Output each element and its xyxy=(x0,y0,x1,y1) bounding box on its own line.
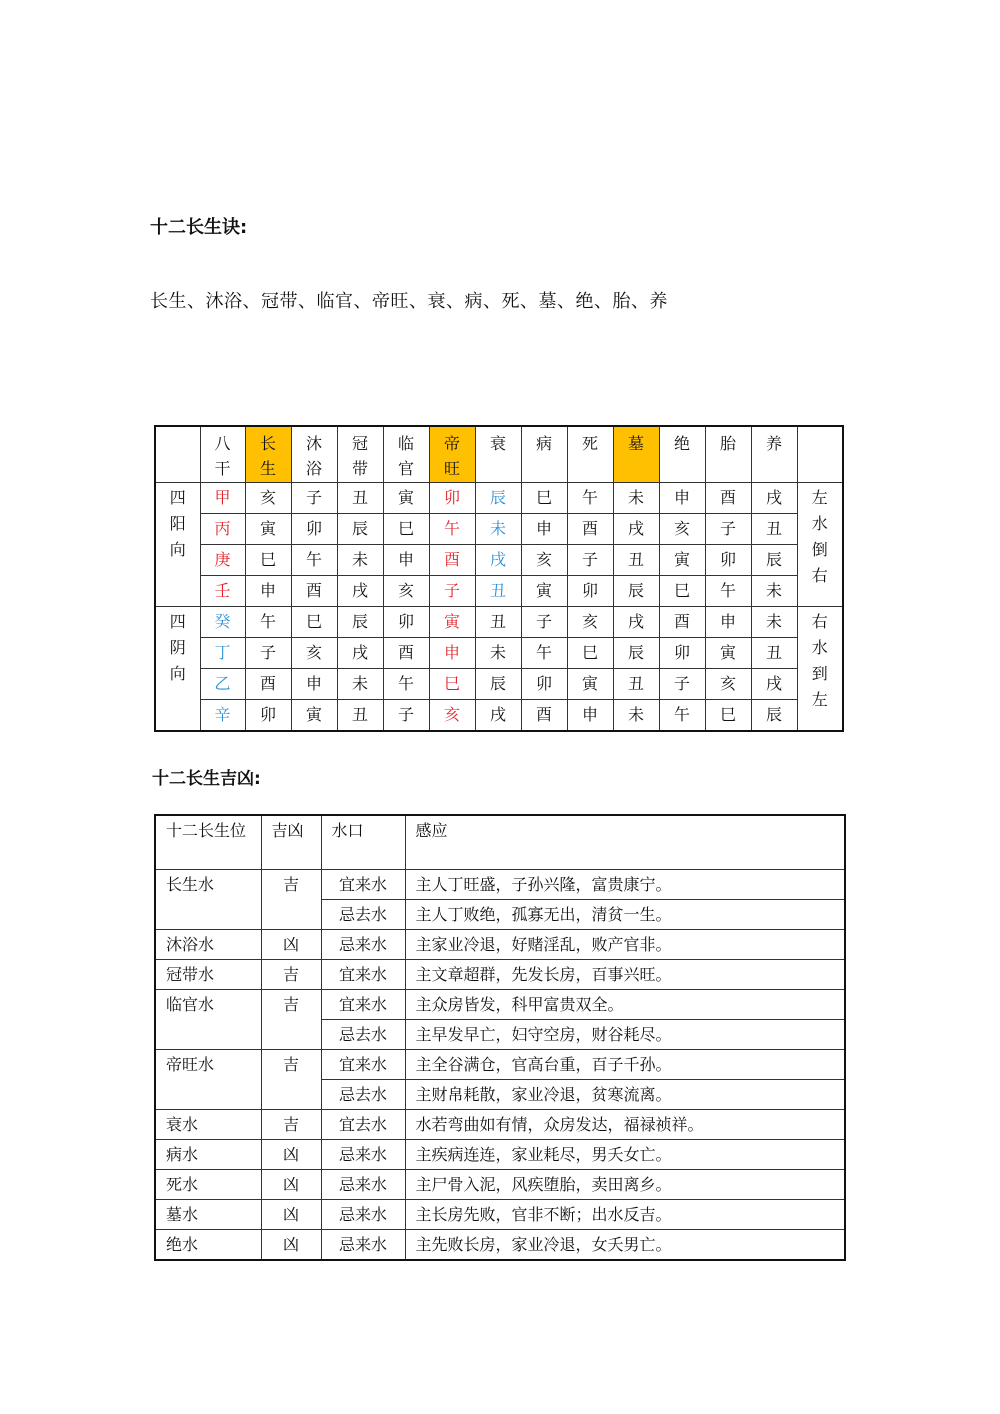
table-row xyxy=(155,930,845,960)
branch-cell: 丑 xyxy=(337,483,383,514)
water-direction-char: 倒 xyxy=(811,540,828,559)
branch-cell: 卯 xyxy=(659,638,705,669)
branch-cell: 戌 xyxy=(337,638,383,669)
stage-header xyxy=(567,426,613,483)
branch-cell: 寅 xyxy=(429,607,475,638)
branch-cell: 午 xyxy=(567,483,613,514)
branch-cell: 寅 xyxy=(567,669,613,700)
branch-cell: 戌 xyxy=(751,669,797,700)
stage-header-char: 旺 xyxy=(443,459,460,478)
branch-cell: 卯 xyxy=(245,700,291,732)
water-value: 忌来水 xyxy=(321,930,405,960)
grid-row xyxy=(155,545,843,576)
stage-header-char: 官 xyxy=(397,459,414,478)
water-value: 忌来水 xyxy=(321,1200,405,1230)
header-water: 水口 xyxy=(321,815,405,870)
water-direction-label xyxy=(797,483,843,607)
branch-cell: 酉 xyxy=(291,576,337,607)
branch-cell: 申 xyxy=(705,607,751,638)
stage-header-char: 衰 xyxy=(489,434,506,453)
branch-cell: 巳 xyxy=(659,576,705,607)
branch-cell: 申 xyxy=(383,545,429,576)
grid-row xyxy=(155,669,843,700)
branch-cell: 子 xyxy=(245,638,291,669)
branch-cell: 寅 xyxy=(291,700,337,732)
branch-cell: 午 xyxy=(705,576,751,607)
water-value: 宜来水 xyxy=(321,1050,405,1080)
water-value: 宜来水 xyxy=(321,870,405,900)
stem-cell: 癸 xyxy=(200,607,245,638)
branch-cell: 酉 xyxy=(705,483,751,514)
effect-value: 主众房皆发，科甲富贵双全。 xyxy=(405,990,845,1020)
stage-header-char: 养 xyxy=(765,434,782,453)
branch-cell: 巳 xyxy=(291,607,337,638)
branch-cell: 巳 xyxy=(705,700,751,732)
branch-cell: 酉 xyxy=(567,514,613,545)
header-luck: 吉凶 xyxy=(261,815,321,870)
stem-cell: 壬 xyxy=(200,576,245,607)
branch-cell: 午 xyxy=(429,514,475,545)
branch-cell: 寅 xyxy=(705,638,751,669)
branch-cell: 亥 xyxy=(567,607,613,638)
stage-name: 长生水 xyxy=(155,870,261,930)
stage-header-char: 浴 xyxy=(305,459,322,478)
group-label xyxy=(155,607,200,732)
branch-cell: 亥 xyxy=(291,638,337,669)
table-row xyxy=(155,1140,845,1170)
stem-cell: 丁 xyxy=(200,638,245,669)
branch-cell: 未 xyxy=(337,545,383,576)
branch-cell: 午 xyxy=(521,638,567,669)
branch-cell: 寅 xyxy=(521,576,567,607)
water-direction-char: 右 xyxy=(811,566,828,585)
branch-cell: 卯 xyxy=(521,669,567,700)
branch-cell: 申 xyxy=(245,576,291,607)
branch-cell: 巳 xyxy=(521,483,567,514)
effect-value: 主早发早亡，妇守空房，财谷耗尽。 xyxy=(405,1020,845,1050)
grid-row xyxy=(155,700,843,732)
water-direction-char: 水 xyxy=(811,638,828,657)
branch-cell: 辰 xyxy=(337,607,383,638)
group-label-char: 阳 xyxy=(169,514,186,533)
stem-cell: 丙 xyxy=(200,514,245,545)
branch-cell: 巳 xyxy=(245,545,291,576)
branch-cell: 子 xyxy=(383,700,429,732)
branch-cell: 亥 xyxy=(705,669,751,700)
branch-cell: 亥 xyxy=(659,514,705,545)
branch-cell: 未 xyxy=(751,576,797,607)
luck-value: 凶 xyxy=(261,1200,321,1230)
stem-cell: 庚 xyxy=(200,545,245,576)
grid-row xyxy=(155,576,843,607)
stage-header xyxy=(383,426,429,483)
water-value: 忌去水 xyxy=(321,1020,405,1050)
effect-value: 主先败长房，家业冷退，女夭男亡。 xyxy=(405,1230,845,1261)
stage-header xyxy=(521,426,567,483)
luck-table xyxy=(154,814,846,1261)
branch-cell: 丑 xyxy=(475,607,521,638)
effect-value: 主文章超群，先发长房，百事兴旺。 xyxy=(405,960,845,990)
branch-cell: 子 xyxy=(429,576,475,607)
water-direction-label xyxy=(797,607,843,732)
water-value: 忌来水 xyxy=(321,1170,405,1200)
group-label-char: 向 xyxy=(169,540,186,559)
branch-cell: 丑 xyxy=(751,514,797,545)
branch-cell: 寅 xyxy=(659,545,705,576)
branch-cell: 未 xyxy=(337,669,383,700)
effect-value: 水若弯曲如有情，众房发达，福禄祯祥。 xyxy=(405,1110,845,1140)
effect-value: 主财帛耗散，家业冷退，贫寒流离。 xyxy=(405,1080,845,1110)
branch-cell: 卯 xyxy=(291,514,337,545)
table-row xyxy=(155,1110,845,1140)
grid-row xyxy=(155,483,843,514)
branch-cell: 未 xyxy=(613,483,659,514)
luck-value: 吉 xyxy=(261,1110,321,1140)
stem-cell: 甲 xyxy=(200,483,245,514)
branch-cell: 寅 xyxy=(383,483,429,514)
stage-name: 衰水 xyxy=(155,1110,261,1140)
grid-row xyxy=(155,514,843,545)
branch-cell: 酉 xyxy=(383,638,429,669)
branch-cell: 午 xyxy=(291,545,337,576)
effect-value: 主尸骨入泥，风疾堕胎，卖田离乡。 xyxy=(405,1170,845,1200)
stem-cell: 乙 xyxy=(200,669,245,700)
branch-cell: 戌 xyxy=(613,607,659,638)
branch-cell: 申 xyxy=(521,514,567,545)
effect-value: 主长房先败，官非不断；出水反吉。 xyxy=(405,1200,845,1230)
group-label-char: 向 xyxy=(169,664,186,683)
branch-cell: 午 xyxy=(383,669,429,700)
group-label-char: 四 xyxy=(169,612,186,631)
stage-header-char: 墓 xyxy=(627,434,644,453)
water-value: 忌去水 xyxy=(321,900,405,930)
branch-cell: 丑 xyxy=(475,576,521,607)
branch-cell: 未 xyxy=(475,638,521,669)
stage-name: 病水 xyxy=(155,1140,261,1170)
branch-cell: 辰 xyxy=(751,700,797,732)
water-direction-char: 到 xyxy=(811,664,828,683)
branch-cell: 卯 xyxy=(383,607,429,638)
stage-name: 冠带水 xyxy=(155,960,261,990)
table-row xyxy=(155,1170,845,1200)
stage-header xyxy=(705,426,751,483)
water-direction-char: 左 xyxy=(811,488,828,507)
stage-header xyxy=(475,426,521,483)
stages-grid-table xyxy=(154,425,844,732)
table-row xyxy=(155,870,845,900)
water-value: 宜来水 xyxy=(321,990,405,1020)
effect-value: 主人丁败绝，孤寡无出，清贫一生。 xyxy=(405,900,845,930)
group-label-char: 阴 xyxy=(169,638,186,657)
section-title-luck: 十二长生吉凶: xyxy=(152,769,261,789)
stage-header xyxy=(751,426,797,483)
branch-cell: 申 xyxy=(291,669,337,700)
branch-cell: 辰 xyxy=(475,669,521,700)
stage-header xyxy=(291,426,337,483)
branch-cell: 卯 xyxy=(705,545,751,576)
branch-cell: 辰 xyxy=(613,638,659,669)
stage-header-char: 长 xyxy=(259,434,276,453)
branch-cell: 午 xyxy=(659,700,705,732)
branch-cell: 丑 xyxy=(613,669,659,700)
table-row xyxy=(155,1230,845,1261)
stage-name: 墓水 xyxy=(155,1200,261,1230)
stage-name: 绝水 xyxy=(155,1230,261,1261)
stage-header-char: 病 xyxy=(535,434,552,453)
stage-header xyxy=(613,426,659,483)
group-label xyxy=(155,483,200,607)
branch-cell: 子 xyxy=(291,483,337,514)
effect-value: 主人丁旺盛，子孙兴隆，富贵康宁。 xyxy=(405,870,845,900)
branch-cell: 戌 xyxy=(475,700,521,732)
stage-header-char: 死 xyxy=(581,434,598,453)
stage-order-line: 长生、沐浴、冠带、临官、帝旺、衰、病、死、墓、绝、胎、养 xyxy=(150,291,668,312)
branch-cell: 酉 xyxy=(429,545,475,576)
stage-header xyxy=(429,426,475,483)
luck-value: 吉 xyxy=(261,1050,321,1110)
branch-cell: 酉 xyxy=(659,607,705,638)
water-value: 忌去水 xyxy=(321,1080,405,1110)
grid-corner-label xyxy=(200,426,245,483)
stage-header-char: 胎 xyxy=(719,434,736,453)
branch-cell: 巳 xyxy=(383,514,429,545)
branch-cell: 辰 xyxy=(751,545,797,576)
branch-cell: 申 xyxy=(659,483,705,514)
header-stage: 十二长生位 xyxy=(155,815,261,870)
effect-value: 主全谷满仓，官高台重，百子千孙。 xyxy=(405,1050,845,1080)
branch-cell: 戌 xyxy=(613,514,659,545)
stage-name: 死水 xyxy=(155,1170,261,1200)
section-title-twelve-stages: 十二长生诀: xyxy=(150,217,248,238)
luck-value: 吉 xyxy=(261,870,321,930)
branch-cell: 丑 xyxy=(613,545,659,576)
branch-cell: 辰 xyxy=(337,514,383,545)
luck-value: 吉 xyxy=(261,990,321,1050)
table-row xyxy=(155,960,845,990)
branch-cell: 丑 xyxy=(751,638,797,669)
water-value: 宜来水 xyxy=(321,960,405,990)
branch-cell: 子 xyxy=(705,514,751,545)
stage-header xyxy=(337,426,383,483)
grid-header-empty xyxy=(797,426,843,483)
stem-cell: 辛 xyxy=(200,700,245,732)
branch-cell: 亥 xyxy=(429,700,475,732)
luck-value: 凶 xyxy=(261,930,321,960)
water-direction-char: 右 xyxy=(811,612,828,631)
water-direction-char: 水 xyxy=(811,514,828,533)
branch-cell: 寅 xyxy=(245,514,291,545)
grid-row xyxy=(155,607,843,638)
grid-header-row xyxy=(155,426,843,483)
stage-header-char: 绝 xyxy=(673,434,690,453)
grid-corner-char: 八 xyxy=(214,434,231,453)
stage-header-char: 帝 xyxy=(443,434,460,453)
branch-cell: 未 xyxy=(751,607,797,638)
branch-cell: 子 xyxy=(521,607,567,638)
luck-value: 吉 xyxy=(261,960,321,990)
branch-cell: 戌 xyxy=(751,483,797,514)
header-effect: 感应 xyxy=(405,815,845,870)
branch-cell: 巳 xyxy=(429,669,475,700)
branch-cell: 酉 xyxy=(245,669,291,700)
table-row xyxy=(155,1050,845,1080)
branch-cell: 戌 xyxy=(337,576,383,607)
branch-cell: 巳 xyxy=(567,638,613,669)
effect-value: 主疾病连连，家业耗尽，男夭女亡。 xyxy=(405,1140,845,1170)
stage-header-char: 带 xyxy=(351,459,368,478)
stage-header-char: 生 xyxy=(259,459,276,478)
table-row xyxy=(155,990,845,1020)
branch-cell: 酉 xyxy=(521,700,567,732)
water-value: 宜去水 xyxy=(321,1110,405,1140)
grid-corner-char: 干 xyxy=(214,459,231,478)
stage-name: 沐浴水 xyxy=(155,930,261,960)
branch-cell: 戌 xyxy=(475,545,521,576)
branch-cell: 未 xyxy=(613,700,659,732)
luck-table-header-row xyxy=(155,815,845,870)
effect-value: 主家业冷退，好赌淫乱，败产官非。 xyxy=(405,930,845,960)
grid-corner-empty xyxy=(155,426,200,483)
stage-header xyxy=(659,426,705,483)
stage-header-char: 临 xyxy=(397,434,414,453)
water-value: 忌来水 xyxy=(321,1140,405,1170)
stage-header xyxy=(245,426,291,483)
stage-name: 帝旺水 xyxy=(155,1050,261,1110)
water-value: 忌来水 xyxy=(321,1230,405,1261)
branch-cell: 申 xyxy=(567,700,613,732)
branch-cell: 辰 xyxy=(475,483,521,514)
branch-cell: 卯 xyxy=(567,576,613,607)
group-label-char: 四 xyxy=(169,488,186,507)
branch-cell: 亥 xyxy=(383,576,429,607)
branch-cell: 子 xyxy=(567,545,613,576)
branch-cell: 申 xyxy=(429,638,475,669)
branch-cell: 亥 xyxy=(245,483,291,514)
grid-row xyxy=(155,638,843,669)
branch-cell: 辰 xyxy=(613,576,659,607)
branch-cell: 卯 xyxy=(429,483,475,514)
stage-header-char: 沐 xyxy=(305,434,322,453)
luck-value: 凶 xyxy=(261,1230,321,1261)
branch-cell: 丑 xyxy=(337,700,383,732)
stage-header-char: 冠 xyxy=(351,434,368,453)
branch-cell: 午 xyxy=(245,607,291,638)
branch-cell: 子 xyxy=(659,669,705,700)
stage-name: 临官水 xyxy=(155,990,261,1050)
branch-cell: 未 xyxy=(475,514,521,545)
water-direction-char: 左 xyxy=(811,690,828,709)
luck-value: 凶 xyxy=(261,1140,321,1170)
luck-value: 凶 xyxy=(261,1170,321,1200)
table-row xyxy=(155,1200,845,1230)
branch-cell: 亥 xyxy=(521,545,567,576)
